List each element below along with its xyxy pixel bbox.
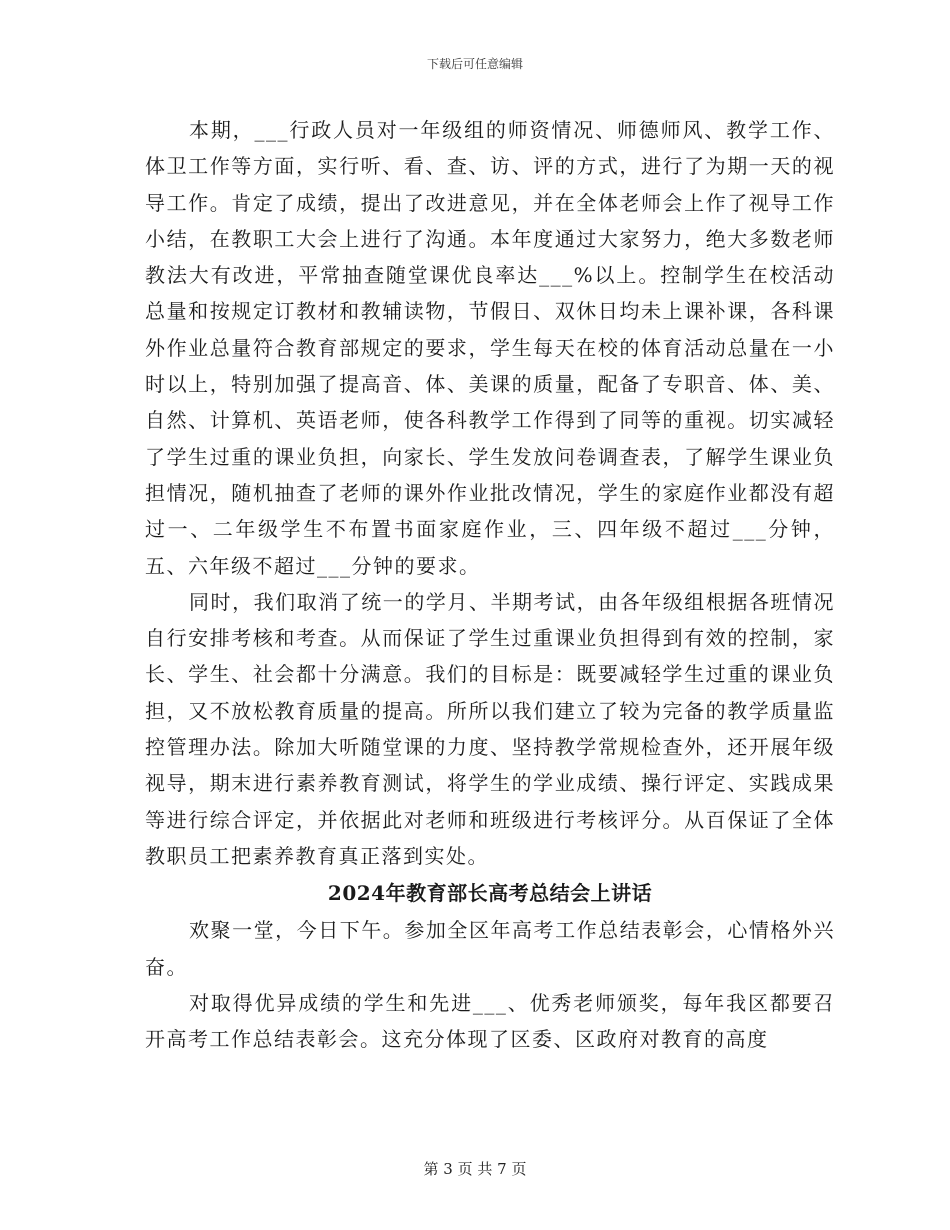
- section-heading: 2024年教育部长高考总结会上讲话: [327, 881, 653, 906]
- paragraph-4: 对取得优异成绩的学生和先进___、优秀老师颁奖，每年我区都要召开高考工作总结表彰会。这充分体现了区委、区政府对教育的高度: [145, 990, 835, 1052]
- paragraph-1: 本期，___行政人员对一年级组的师资情况、师德师风、教学工作、体卫工作等方面，实行听、看、查、访、评的方式，进行了为期一天的视导工作。肯定了成绩，提出了改进意见，并在全体老师会上作了视导工作小结，在教职工大会上进行了沟通。本年度通过大家努力，绝大多数老师教法大有改进，平常抽查随堂课优良率达___%以上。控制学生在校活动总量和按规定订教材和教辅读物，节假日、双休日均未上课补课，各科课外作业总量符合教育部规定的要求，学生每天在校的体育活动总量在一小时以上，特别加强了提高音、体、美课的质量，配备了专职音、体、美、自然、计算机、英语老师，使各科教学工作得到了同等的重视。切实减轻了学生过重的课业负担，向家长、学生发放问卷调查表，了解学生课业负担情况，随机抽查了老师的课外作业批改情况，学生的家庭作业都没有超过一、二年级学生不布置书面家庭作业，三、四年级不超过___分钟，五、六年级不超过___分钟的要求。: [145, 118, 835, 578]
- page-footer: 第 3 页 共 7 页: [423, 1160, 527, 1178]
- paragraph-2: 同时，我们取消了统一的学月、半期考试，由各年级组根据各班情况自行安排考核和考查。从而保证了学生过重课业负担得到有效的控制，家长、学生、社会都十分满意。我们的目标是：既要减轻学生过重的课业负担，又不放松教育质量的提高。所所以我们建立了较为完备的教学质量监控管理办法。除加大听随堂课的力度、坚持教学常规检查外，还开展年级视导，期末进行素养教育测试，将学生的学业成绩、操行评定、实践成果等进行综合评定，并依据此对老师和班级进行考核评分。从百保证了全体教职员工把素养教育真正落到实处。: [145, 589, 835, 868]
- document-body: [145, 112, 835, 1057]
- paragraph-3: 欢聚一堂，今日下午。参加全区年高考工作总结表彰会，心情格外兴奋。: [145, 918, 835, 979]
- page-header: 下载后可任意编辑: [426, 57, 523, 71]
